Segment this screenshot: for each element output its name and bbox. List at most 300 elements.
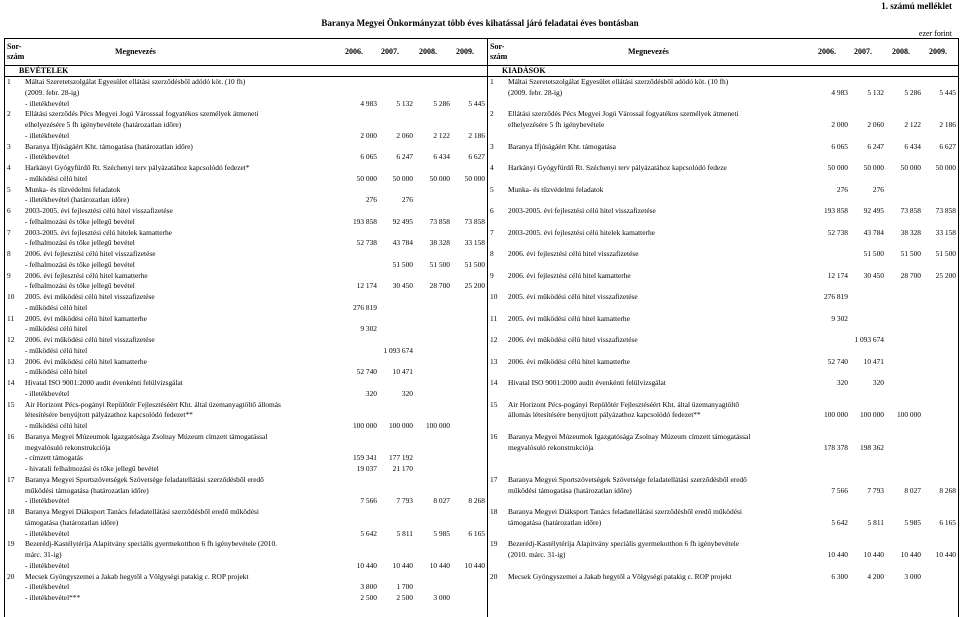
- year-value: 12 174: [356, 281, 377, 291]
- year-value: 178 378: [823, 442, 848, 452]
- year-value: 2 186: [468, 130, 485, 140]
- table-row: [5, 378, 487, 389]
- year-value: 9 302: [360, 324, 377, 334]
- row-label: 2006. évi fejlesztési célú hitel visszafizetése: [25, 249, 156, 258]
- table-row: [488, 464, 958, 475]
- year-value: 33 158: [464, 238, 485, 248]
- year-value: 100 000: [425, 421, 450, 430]
- table-row: [488, 335, 958, 346]
- year-value: 92 495: [392, 216, 413, 226]
- year-value: 2 060: [867, 120, 884, 129]
- year-value: 6 165: [468, 528, 485, 538]
- table-row: [488, 400, 958, 411]
- year-value: 50 000: [900, 163, 921, 172]
- row-number: 7: [7, 227, 11, 237]
- table-row: [5, 421, 487, 432]
- year-value: 6 434: [904, 141, 921, 151]
- row-label: Bezerédj-Kastélytéríja Alapítvány speciális gyermekotthon 6 fh igénybevétele (2010.: [25, 539, 278, 549]
- year-value: 5 642: [831, 517, 848, 527]
- table-row: [5, 77, 487, 88]
- document-title: Baranya Megyei Önkormányzat több éves kihatással járó feladatai éves bontásban: [321, 18, 639, 28]
- year-value: 10 440: [464, 560, 485, 570]
- table-row: [488, 99, 958, 110]
- year-value: 6 065: [831, 141, 848, 151]
- row-number: 14: [490, 378, 498, 387]
- table-row: [5, 303, 487, 314]
- year-value: 6 065: [360, 152, 377, 162]
- table-row: [5, 314, 487, 325]
- year-value: 320: [365, 388, 377, 398]
- table-row: [488, 238, 958, 249]
- year-value: 10 440: [935, 550, 956, 559]
- year-value: 6 627: [939, 141, 956, 151]
- row-label: - illetékbevétel (határozatlan időre): [25, 195, 130, 205]
- year-value: 73 858: [935, 206, 956, 215]
- year-value: 100 000: [859, 410, 884, 420]
- table-row: [5, 357, 487, 368]
- row-number: 1: [490, 77, 494, 86]
- year-header: 2006.: [345, 47, 363, 56]
- table-row: [488, 389, 958, 400]
- row-number: 1: [7, 77, 11, 86]
- year-value: 2 000: [360, 130, 377, 140]
- year-value: 5 445: [468, 98, 485, 108]
- table-row: [5, 346, 487, 357]
- row-label: 2006. évi fejlesztési célú hitel kamatterhe: [508, 270, 631, 280]
- year-value: 320: [872, 378, 884, 387]
- year-value: 6 627: [468, 152, 485, 162]
- row-number: 18: [7, 507, 15, 516]
- table-row: [5, 260, 487, 271]
- year-value: 6 247: [867, 141, 884, 151]
- row-label: - illetékbevétel***: [25, 593, 81, 602]
- table-row: [5, 507, 487, 518]
- year-header: 2007.: [854, 47, 872, 56]
- row-label: (2009. febr. 28-ig): [25, 87, 80, 97]
- table-row: [488, 453, 958, 464]
- year-value: 2 500: [396, 593, 413, 602]
- row-number: 8: [490, 249, 494, 258]
- row-label: - működési célú hitel: [25, 302, 88, 312]
- table-row: [488, 163, 958, 174]
- table-row: [488, 561, 958, 572]
- section-title: BEVÉTELEK: [19, 66, 69, 75]
- year-value: 3 800: [360, 582, 377, 592]
- year-value: 276: [365, 195, 377, 205]
- row-label: 2006. évi fejlesztési célú hitel visszafizetése: [508, 249, 639, 258]
- year-value: 50 000: [827, 163, 848, 172]
- row-number: 4: [7, 163, 11, 172]
- table-row: [5, 99, 487, 110]
- table-row: [488, 593, 958, 604]
- row-label: elhelyezésére 5 fh igénybevétele: [508, 120, 605, 129]
- year-value: 6 434: [433, 152, 450, 162]
- table-row: [5, 464, 487, 475]
- row-label: 2005. évi működési célú hitel kamatterhe: [508, 313, 630, 323]
- year-value: 33 158: [935, 227, 956, 237]
- revenues-rows: [5, 77, 487, 604]
- table-row: [5, 593, 487, 604]
- table-row: [5, 443, 487, 454]
- table-row: [488, 443, 958, 454]
- row-label: Baranya Megyei Diáksport Tanács feladatellátási szerződésből eredő működési: [25, 507, 259, 516]
- table-row: [5, 453, 487, 464]
- year-value: 5 811: [396, 528, 413, 538]
- year-value: 52 738: [827, 227, 848, 237]
- row-number: 17: [490, 474, 498, 484]
- year-value: 159 341: [352, 453, 377, 463]
- table-row: [488, 249, 958, 260]
- table-row: [5, 475, 487, 486]
- row-number: 13: [490, 356, 498, 366]
- year-value: 193 858: [823, 206, 848, 215]
- table-row: [488, 217, 958, 228]
- row-label: - illetékbevétel: [25, 582, 70, 592]
- year-header: 2007.: [381, 47, 399, 56]
- row-number: 15: [490, 399, 498, 409]
- row-number: 5: [7, 184, 11, 194]
- row-label: Máltai Szeretetszolgálat Egyesület ellátási szerződésből adódó köt. (10 fh): [508, 77, 729, 86]
- row-label: 2003-2005. évi fejlesztési célú hitel visszafizetése: [25, 206, 173, 215]
- year-value: 92 495: [863, 206, 884, 215]
- row-label: Bezerédj-Kastélytéríja Alapítvány speciális gyermekotthon 6 fh igénybevétele: [508, 539, 740, 549]
- year-value: 50 000: [863, 163, 884, 172]
- row-label: Hivatal ISO 9001:2000 audit évenkénti felülvizsgálat: [25, 378, 183, 387]
- row-number: 20: [490, 571, 498, 581]
- year-value: 1 093 674: [854, 335, 884, 344]
- year-value: 51 500: [900, 249, 921, 258]
- row-label: Baranya Megyei Sportszövetségek Szövetsége feladatellátási szerződésből eredő: [508, 474, 747, 484]
- year-value: 12 174: [827, 270, 848, 280]
- row-number: 12: [7, 335, 15, 344]
- row-label: - illetékbevétel: [25, 496, 70, 506]
- table-row: [5, 335, 487, 346]
- table-row: [488, 539, 958, 550]
- year-value: 2 122: [433, 130, 450, 140]
- table-row: [5, 582, 487, 593]
- year-value: 7 566: [360, 496, 377, 506]
- table-row: [488, 303, 958, 314]
- row-number: 12: [490, 335, 498, 344]
- row-number: 16: [490, 431, 498, 441]
- table-row: [488, 314, 958, 325]
- year-value: 51 500: [464, 259, 485, 269]
- row-number: 19: [490, 539, 498, 549]
- row-label: 2006. évi fejlesztési célú hitel kamatterhe: [25, 270, 148, 280]
- row-label: - illetékbevétel: [25, 388, 70, 398]
- year-value: 5 132: [396, 98, 413, 108]
- table-row: [488, 486, 958, 497]
- year-value: 5 985: [904, 517, 921, 527]
- row-label: - felhalmozási és tőke jellegű bevétel: [25, 216, 135, 226]
- year-value: 6 165: [939, 517, 956, 527]
- year-value: 8 027: [433, 496, 450, 506]
- row-label: - működési célú hitel: [25, 324, 88, 334]
- table-row: [488, 410, 958, 421]
- year-value: 2 000: [831, 120, 848, 129]
- year-value: 5 811: [867, 517, 884, 527]
- row-label: márc. 31-ig): [25, 550, 62, 559]
- table-row: [5, 228, 487, 239]
- row-number: 11: [7, 313, 15, 323]
- year-value: 2 186: [939, 120, 956, 129]
- row-label: - működési célú hitel: [25, 173, 88, 183]
- table-row: [488, 281, 958, 292]
- table-row: [5, 163, 487, 174]
- table-row: [5, 486, 487, 497]
- row-label: Máltai Szeretetszolgálat Egyesület ellátási szerződésből adódó köt. (10 fh): [25, 77, 246, 86]
- row-label: - működési célú hitel: [25, 367, 88, 377]
- row-label: Ellátási szerződés Pécs Megyei Jogú Várossal fogyatékos személyek átmeneti: [508, 109, 739, 119]
- row-number: 8: [7, 249, 11, 258]
- year-value: 5 132: [867, 87, 884, 97]
- row-number: 16: [7, 431, 15, 441]
- year-value: 7 793: [396, 496, 413, 506]
- row-number: 5: [490, 184, 494, 194]
- row-number: 11: [490, 313, 498, 323]
- row-number: 3: [490, 141, 494, 151]
- year-value: 2 500: [360, 593, 377, 602]
- table-row: [5, 410, 487, 421]
- row-number: 6: [7, 206, 11, 215]
- year-value: 51 500: [392, 259, 413, 269]
- year-value: 2 060: [396, 130, 413, 140]
- year-value: 10 440: [827, 550, 848, 559]
- table-row: [488, 550, 958, 561]
- year-value: 193 858: [352, 216, 377, 226]
- row-label: Harkányi Gyógyfürdő Rt. Széchenyi terv pályázatához kapcsolódó fedeze: [508, 163, 727, 172]
- year-value: 21 170: [392, 464, 413, 473]
- table-row: [488, 367, 958, 378]
- row-label: (2009. febr. 28-ig): [508, 87, 563, 97]
- year-value: 50 000: [356, 173, 377, 183]
- year-value: 51 500: [935, 249, 956, 258]
- row-label: 2003-2005. évi fejlesztési célú hitel visszafizetése: [508, 206, 656, 215]
- year-value: 276: [836, 184, 848, 194]
- year-value: 28 700: [900, 270, 921, 280]
- table-row: [488, 195, 958, 206]
- row-label: 2003-2005. évi fejlesztési célú hitelek kamatterhe: [508, 227, 655, 237]
- table-row: [488, 518, 958, 529]
- revenues-table-header: [5, 39, 487, 66]
- row-number: 18: [490, 507, 498, 516]
- year-value: 43 784: [392, 238, 413, 248]
- table-row: [488, 507, 958, 518]
- row-label: működési támogatása (határozatlan időre): [25, 485, 149, 495]
- table-row: [5, 238, 487, 249]
- year-value: 38 328: [900, 227, 921, 237]
- table-row: [488, 346, 958, 357]
- expenses-rows: [488, 77, 958, 604]
- row-label: 2006. évi működési célú hitel visszafizetése: [508, 335, 638, 344]
- row-label: 2006. évi működési célú hitel kamatterhe: [508, 356, 630, 366]
- table-row: [488, 432, 958, 443]
- row-number: 17: [7, 474, 15, 484]
- table-row: [488, 582, 958, 593]
- year-value: 4 200: [867, 571, 884, 581]
- year-value: 51 500: [863, 249, 884, 258]
- table-row: [488, 496, 958, 507]
- year-value: 9 302: [831, 313, 848, 323]
- row-label: Munka- és tűzvédelmi feladatok: [25, 184, 121, 194]
- year-value: 50 000: [429, 173, 450, 183]
- year-value: 25 200: [935, 270, 956, 280]
- year-value: 100 000: [388, 421, 413, 430]
- table-row: [488, 206, 958, 217]
- year-value: 5 286: [904, 87, 921, 97]
- row-number: 9: [7, 270, 11, 280]
- expenses-table-header: [488, 39, 958, 66]
- row-label: Baranya Ifjúságáért Kht. támogatása (határozatlan időre): [25, 141, 193, 151]
- table-row: [5, 572, 487, 583]
- year-value: 10 440: [356, 560, 377, 570]
- year-value: 276 819: [823, 292, 848, 301]
- table-row: [5, 389, 487, 400]
- table-row: [5, 174, 487, 185]
- row-number: 4: [490, 163, 494, 172]
- year-value: 6 247: [396, 152, 413, 162]
- year-value: 8 268: [939, 485, 956, 495]
- megnevezes-header: Megnevezés: [115, 47, 156, 56]
- table-row: [5, 561, 487, 572]
- row-number: 9: [490, 270, 494, 280]
- year-value: 320: [836, 378, 848, 387]
- year-value: 7 793: [867, 485, 884, 495]
- table-row: [5, 367, 487, 378]
- row-label: 2005. évi működési célú hitel visszafizetése: [25, 292, 155, 301]
- table-row: [5, 550, 487, 561]
- row-label: 2006. évi működési célú hitel visszafizetése: [25, 335, 155, 344]
- revenues-section-label: [5, 66, 487, 77]
- table-row: [5, 217, 487, 228]
- table-row: [488, 228, 958, 239]
- year-value: 73 858: [429, 216, 450, 226]
- row-label: Baranya Ifjúságáért Kht. támogatása: [508, 141, 616, 151]
- row-label: 2005. évi működési célú hitel kamatterhe: [25, 313, 147, 323]
- row-label: - illetékbevétel: [25, 560, 70, 570]
- table-row: [5, 195, 487, 206]
- row-label: - illetékbevétel: [25, 528, 70, 538]
- row-label: 2006. évi működési célú hitel kamatterhe: [25, 356, 147, 366]
- row-number: 2: [490, 109, 494, 119]
- megnevezes-header: Megnevezés: [628, 47, 669, 56]
- row-label: Mecsek Gyöngyszemei a Jakab hegytől a Völgységi patakig c. ROP projekt: [508, 571, 732, 581]
- row-number: 2: [7, 109, 11, 119]
- row-label: megvalósuló rekonstrukciója: [25, 442, 111, 452]
- year-value: 28 700: [429, 281, 450, 291]
- year-value: 5 642: [360, 528, 377, 538]
- row-number: 7: [490, 227, 494, 237]
- table-row: [5, 120, 487, 131]
- row-label: megvalósuló rekonstrukciója: [508, 442, 594, 452]
- year-value: 3 000: [904, 571, 921, 581]
- table-row: [5, 496, 487, 507]
- year-value: 5 286: [433, 98, 450, 108]
- row-number: 14: [7, 378, 15, 387]
- row-label: létesítésére benyújtott pályázathoz kapcsolódó fedezet**: [25, 410, 193, 420]
- year-value: 6 300: [831, 571, 848, 581]
- row-label: - felhalmozási és tőke jellegű bevétel: [25, 259, 135, 269]
- sorszam-header-2: szám: [490, 52, 508, 61]
- row-label: - működési célú hitel: [25, 345, 88, 355]
- year-value: 73 858: [900, 206, 921, 215]
- table-row: [5, 529, 487, 540]
- row-number: 6: [490, 206, 494, 215]
- row-number: 10: [490, 292, 498, 301]
- table-row: [488, 421, 958, 432]
- table-row: [5, 249, 487, 260]
- sorszam-header: Sor-: [7, 42, 22, 51]
- year-value: 5 445: [939, 87, 956, 97]
- row-label: (2010. márc. 31-ig): [508, 550, 566, 559]
- year-value: 276 819: [352, 302, 377, 312]
- year-header: 2006.: [818, 47, 836, 56]
- year-value: 51 500: [429, 259, 450, 269]
- row-label: - illetékbevétel: [25, 98, 70, 108]
- year-value: 10 471: [392, 367, 413, 377]
- table-row: [488, 324, 958, 335]
- year-value: 198 362: [859, 442, 884, 452]
- year-value: 4 983: [360, 98, 377, 108]
- row-label: Baranya Megyei Múzeumok Igazgatósága Zsolnay Múzeum címzett támogatással: [25, 431, 268, 441]
- year-value: 276: [401, 195, 413, 205]
- year-value: 52 738: [356, 238, 377, 248]
- expenses-table: [487, 38, 959, 617]
- row-label: Baranya Megyei Múzeumok Igazgatósága Zsolnay Múzeum címzett támogatással: [508, 431, 751, 441]
- row-number: 19: [7, 539, 15, 549]
- row-label: 2003-2005. évi fejlesztési célú hitelek kamatterhe: [25, 227, 172, 237]
- year-value: 3 000: [433, 593, 450, 602]
- table-row: [5, 206, 487, 217]
- row-label: - felhalmozási és tőke jellegű bevétel: [25, 238, 135, 248]
- row-label: - felhalmozási és tőke jellegű bevétel: [25, 281, 135, 291]
- table-row: [488, 378, 958, 389]
- year-value: 1 093 674: [383, 345, 413, 355]
- revenues-table: [4, 38, 487, 617]
- year-value: 276: [872, 184, 884, 194]
- row-label: Harkányi Gyógyfürdő Rt. Széchenyi terv pályázatához kapcsolódó fedezet*: [25, 163, 250, 172]
- year-value: 10 440: [392, 560, 413, 570]
- table-row: [5, 185, 487, 196]
- year-value: 177 192: [388, 453, 413, 463]
- year-value: 38 328: [429, 238, 450, 248]
- year-value: 73 858: [464, 216, 485, 226]
- table-row: [488, 185, 958, 196]
- table-row: [488, 271, 958, 282]
- year-value: 10 471: [863, 356, 884, 366]
- row-label: támogatása (határozatlan időre): [508, 517, 602, 527]
- table-row: [5, 281, 487, 292]
- year-value: 30 450: [392, 281, 413, 291]
- row-label: Ellátási szerződés Pécs Megyei Jogú Városssal fogyatékos személyek átmeneti: [25, 109, 259, 119]
- row-label: 2005. évi működési célú hitel visszafizetése: [508, 292, 638, 301]
- row-label: Munka- és tűzvédelmi feladatok: [508, 184, 604, 194]
- row-label: Baranya Megyei Diáksport Tanács feladatellátási szerződésből eredő működési: [508, 507, 742, 516]
- table-row: [5, 400, 487, 411]
- sorszam-header: Sor-: [490, 42, 505, 51]
- table-row: [488, 357, 958, 368]
- table-row: [488, 142, 958, 153]
- year-header: 2009.: [456, 47, 474, 56]
- year-value: 30 450: [863, 270, 884, 280]
- year-value: 8 027: [904, 485, 921, 495]
- table-row: [488, 475, 958, 486]
- row-label: Air Horizont Pécs-pogányi Repülőtér Fejlesztéséért Kht. által üzemanyagtöltő: [508, 399, 740, 409]
- table-row: [5, 131, 487, 142]
- annex-note: 1. számú melléklet: [881, 1, 952, 11]
- table-row: [488, 109, 958, 120]
- table-row: [488, 572, 958, 583]
